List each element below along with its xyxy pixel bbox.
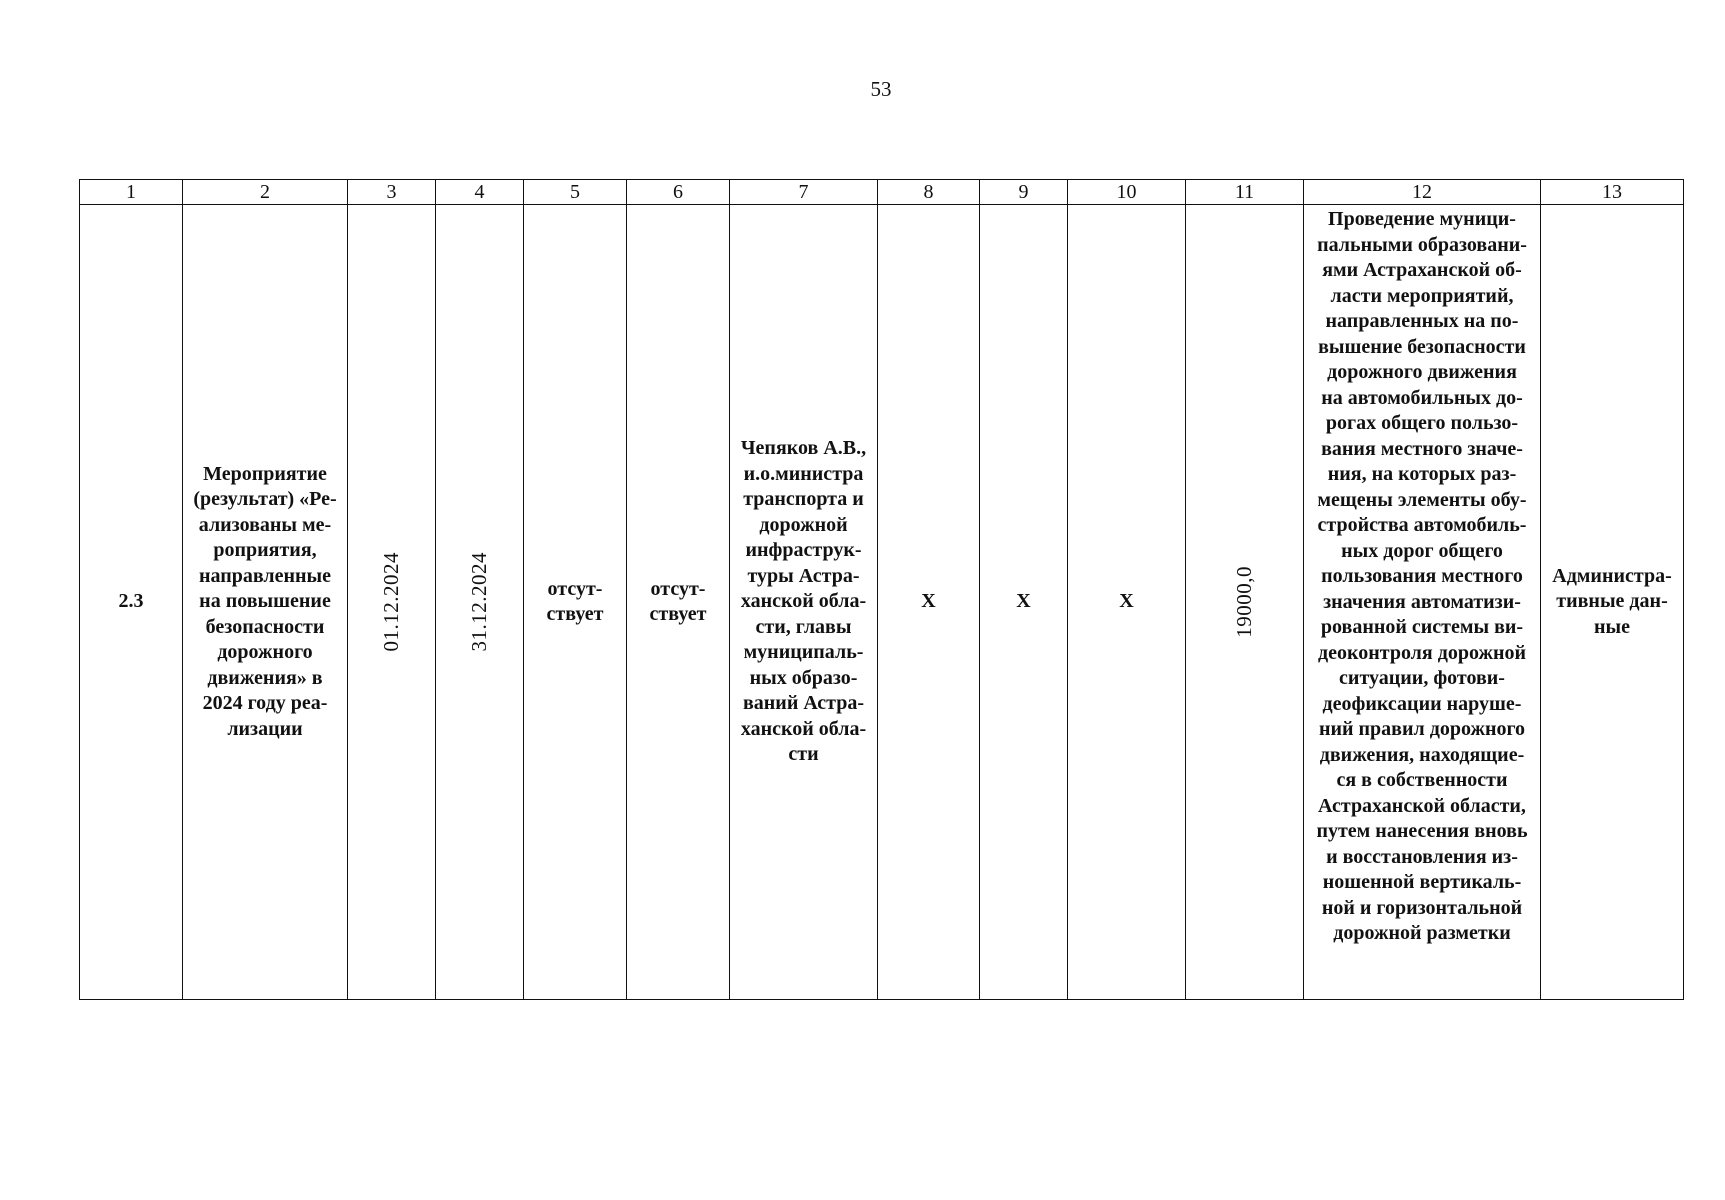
event-name: Мероприятие (результат) «Ре- ализованы ме- роприятия, направленные на повышение безопасности дорожного движения» в 2024 году реа- лизации xyxy=(193,462,337,740)
item-number-cell xyxy=(80,205,183,1000)
header-cell-11: 11 xyxy=(1186,180,1304,205)
header-cell-4: 4 xyxy=(436,180,524,205)
description-cell xyxy=(1304,205,1541,1000)
page-number: 53 xyxy=(870,77,892,101)
column-6-cell xyxy=(627,205,730,1000)
column-9-value: Х xyxy=(1016,590,1031,613)
end-date-cell xyxy=(436,205,524,1000)
start-date-cell xyxy=(348,205,436,1000)
event-description: Проведение муници- пальными образовани- ями Астраханской об- ласти мероприятий, направленных на по- вышение безопасности дорожного движения на автомобильных до- рогах общего пользо- вания местного значе- ния, на которых раз- мещены элементы обу- стройства автомобиль- ных дорог общего пользования местного значения автоматизи- рованной системы ви- деоконтроля дорожной ситуации, фотови- деофиксации наруше- ний правил дорожного движения, находящие- ся в собственности Астраханской области, путем нанесения вновь и восстановления из- ношенной вертикаль- ной и горизонтальной дорожной разметки xyxy=(1316,208,1528,944)
event-name-cell xyxy=(183,205,348,1000)
header-cell-10: 10 xyxy=(1068,180,1186,205)
header-cell-9: 9 xyxy=(980,180,1068,205)
responsible-person: Чепяков А.В., и.о.министра транспорта и дорожной инфраструк- туры Астра- ханской обла- сти, главы муниципаль- ных образо- ваний Астра- ханской обла- сти xyxy=(740,437,867,766)
column-10-cell xyxy=(1068,205,1186,1000)
column-5-cell xyxy=(524,205,627,1000)
column-8-value: Х xyxy=(921,590,936,613)
header-cell-2: 2 xyxy=(183,180,348,205)
start-date: 01.12.2024 xyxy=(378,552,403,652)
header-cell-7: 7 xyxy=(730,180,878,205)
header-row xyxy=(80,180,1684,205)
header-cell-6: 6 xyxy=(627,180,730,205)
header-cell-3: 3 xyxy=(348,180,436,205)
column-9-cell xyxy=(980,205,1068,1000)
header-cell-12: 12 xyxy=(1304,180,1541,205)
amount-value: 19000,0 xyxy=(1231,566,1256,638)
end-date: 31.12.2024 xyxy=(466,552,491,652)
responsible-cell xyxy=(730,205,878,1000)
column-8-cell xyxy=(878,205,980,1000)
column-5-value: отсут- ствует xyxy=(546,577,604,625)
data-source-cell xyxy=(1541,205,1684,1000)
column-6-value: отсут- ствует xyxy=(649,577,707,625)
amount-cell xyxy=(1186,205,1304,1000)
column-10-value: Х xyxy=(1119,590,1134,613)
header-cell-8: 8 xyxy=(878,180,980,205)
header-cell-1: 1 xyxy=(80,180,183,205)
header-cell-13: 13 xyxy=(1541,180,1684,205)
table-row xyxy=(80,205,1684,1000)
data-source: Администра- тивные дан- ные xyxy=(1552,564,1672,638)
item-number: 2.3 xyxy=(118,590,144,613)
program-table xyxy=(79,179,1684,1000)
header-cell-5: 5 xyxy=(524,180,627,205)
